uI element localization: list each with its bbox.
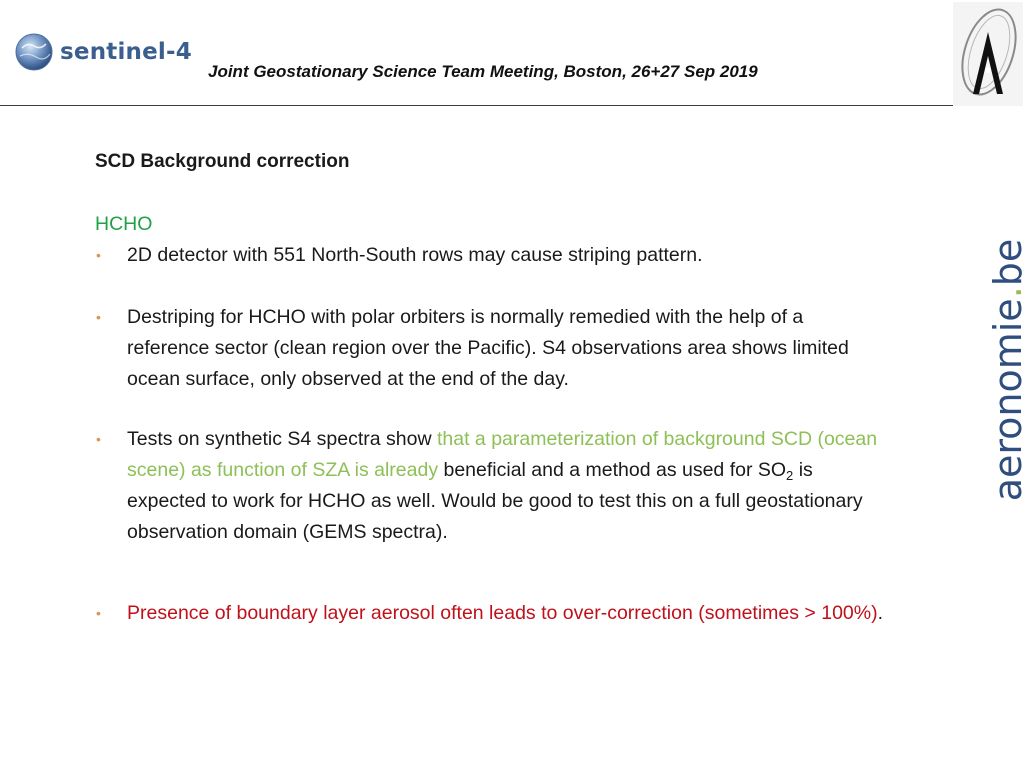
- bullet-marker-icon: •: [96, 431, 101, 447]
- brand-name: aeronomie: [986, 298, 1030, 502]
- header-divider: [0, 105, 955, 106]
- bullet-marker-icon: •: [96, 605, 101, 621]
- aeronomie-brand: [986, 239, 1030, 502]
- bullet-item: [96, 598, 887, 629]
- bullet-item: [96, 302, 887, 395]
- section-label-hcho: HCHO: [95, 213, 153, 235]
- bullet-item: [96, 424, 887, 548]
- bullet-text-part: beneficial and a method as used for SO: [438, 459, 787, 481]
- bullet-item: [96, 240, 887, 271]
- bullet-marker-icon: •: [96, 247, 101, 263]
- subscript: 2: [786, 468, 794, 483]
- bullet-text-part: is expected to work for HCHO as well. Would be good to test this on a full geostationary observation domain (GEMS spectra).: [127, 459, 863, 543]
- brand-dot: .: [986, 286, 1030, 299]
- aeronomie-logo-icon: [953, 2, 1023, 106]
- meeting-title: Joint Geostationary Science Team Meeting, Boston, 26+27 Sep 2019: [208, 62, 758, 81]
- sentinel-globe-icon: [14, 32, 54, 72]
- slide-title: SCD Background correction: [95, 151, 350, 172]
- sentinel-4-logo: [14, 32, 192, 72]
- bullet-text-end: .: [877, 602, 884, 624]
- bullet-text-part: Tests on synthetic S4 spectra show: [127, 428, 437, 450]
- sentinel-4-logo-text: sentinel-4: [60, 39, 192, 65]
- bullet-highlight-red: Presence of boundary layer aerosol often leads to over-correction (sometimes > 100%): [127, 602, 878, 624]
- bullet-text: 2D detector with 551 North-South rows may cause striping pattern.: [127, 244, 703, 266]
- bullet-marker-icon: •: [96, 309, 101, 325]
- bullet-text: Destriping for HCHO with polar orbiters is normally remedied with the help of a reference sector (clean region over the Pacific). S4 observations area shows limited ocean surface, only observed at the end of the day.: [127, 306, 849, 390]
- bullet-highlight-green: that a parameterization of background SCD (ocean scene) as function of SZA is already: [127, 428, 878, 481]
- brand-tld: be: [986, 238, 1030, 287]
